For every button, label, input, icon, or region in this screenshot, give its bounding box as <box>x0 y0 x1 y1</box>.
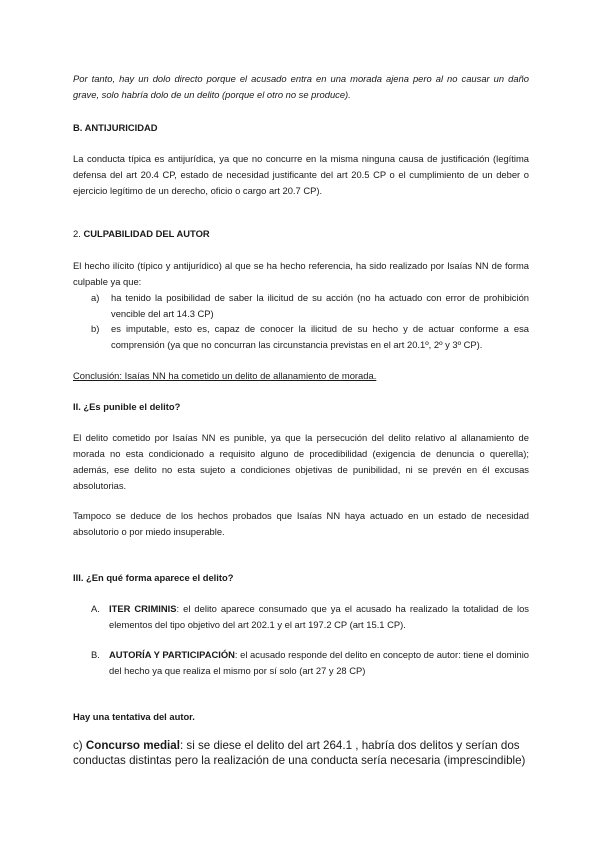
paragraph-dolo: Por tanto, hay un dolo directo porque el acusado entra en una morada ajena pero al no causar un daño grave, solo habría dolo de un delito (porque el otro no se produce). <box>73 73 529 100</box>
concurso-prefix: c) <box>73 739 86 752</box>
list-marker-b: b) <box>91 323 100 334</box>
list-marker-a: a) <box>91 292 100 303</box>
iter-criminis-text: : el delito aparece consumado que ya el acusado ha realizado la totalidad de los elementos del tipo objetivo del art 202.1 y el art 197.2 CP (art 15.1 CP). <box>109 603 529 630</box>
list-marker-B: B. <box>91 649 100 660</box>
list-item-autoria <box>109 647 529 679</box>
heading-culpabilidad <box>73 226 529 242</box>
list-item-iter-criminis <box>109 601 529 633</box>
heading-forma-delito: III. ¿En qué forma aparece el delito? <box>73 572 234 583</box>
list-item-a: ha tenido la posibilidad de saber la ilicitud de su acción (no ha actuado con error de prohibición vencible del art 14.3 CP) <box>111 292 529 319</box>
autoria-label: AUTORÍA Y PARTICIPACIÓN <box>109 649 235 660</box>
paragraph-hecho-ilicito: El hecho ilícito (típico y antijurídico) al que se ha hecho referencia, ha sido realizado por Isaías NN de forma culpable ya que: <box>73 260 529 287</box>
list-item-b: es imputable, esto es, capaz de conocer la ilicitud de su hecho y de actuar conforme a esa comprensión (ya que no concurran las circunstancia previstas en el art 20.1º, 2º y 3º CP). <box>111 323 529 350</box>
paragraph-necesidad: Tampoco se deduce de los hechos probados que Isaías NN haya actuado en un estado de necesidad absolutorio o por miedo insuperable. <box>73 510 529 537</box>
list-marker-A: A. <box>91 603 100 614</box>
concurso-label: Concurso medial <box>85 739 180 752</box>
heading-antijuricidad: B. ANTIJURICIDAD <box>73 122 158 133</box>
concurso-text: : si se diese el delito del art 264.1 , habría dos delitos y serían dos conductas distintas pero la realización de una conducta sería necesaria (imprescindible) <box>73 739 526 767</box>
paragraph-concurso-medial <box>73 738 543 768</box>
tentativa-text: Hay una tentativa del autor. <box>73 711 195 722</box>
paragraph-punible: El delito cometido por Isaías NN es punible, ya que la persecución del delito relativo al allanamiento de morada no esta condicionado a requisito alguno de procedibilidad (exigencia de denuncia o querella); además, ese delito no esta sujeto a condiciones objetivas de punibilidad, ni se prevén en él excusas absolutorias. <box>73 432 529 491</box>
iter-criminis-label: ITER CRIMINIS <box>109 603 177 614</box>
conclusion-text: Conclusión: Isaías NN ha cometido un delito de allanamiento de morada. <box>73 370 377 381</box>
paragraph-antijuridica: La conducta típica es antijurídica, ya que no concurre en la misma ninguna causa de justificación (legítima defensa del art 20.4 CP, estado de necesidad justificante del art 20.5 CP o el cumplimiento de un deber o ejercicio legítimo de un derecho, oficio o cargo art 20.7 CP). <box>73 153 529 196</box>
heading-culpabilidad-title: CULPABILIDAD DEL AUTOR <box>83 228 210 239</box>
heading-culpabilidad-number: 2. <box>73 228 84 239</box>
autoria-text: : el acusado responde del delito en concepto de autor: tiene el dominio del hecho ya que realiza el mismo por sí solo (art 27 y 28 CP) <box>109 649 529 676</box>
heading-punible: II. ¿Es punible el delito? <box>73 401 181 412</box>
